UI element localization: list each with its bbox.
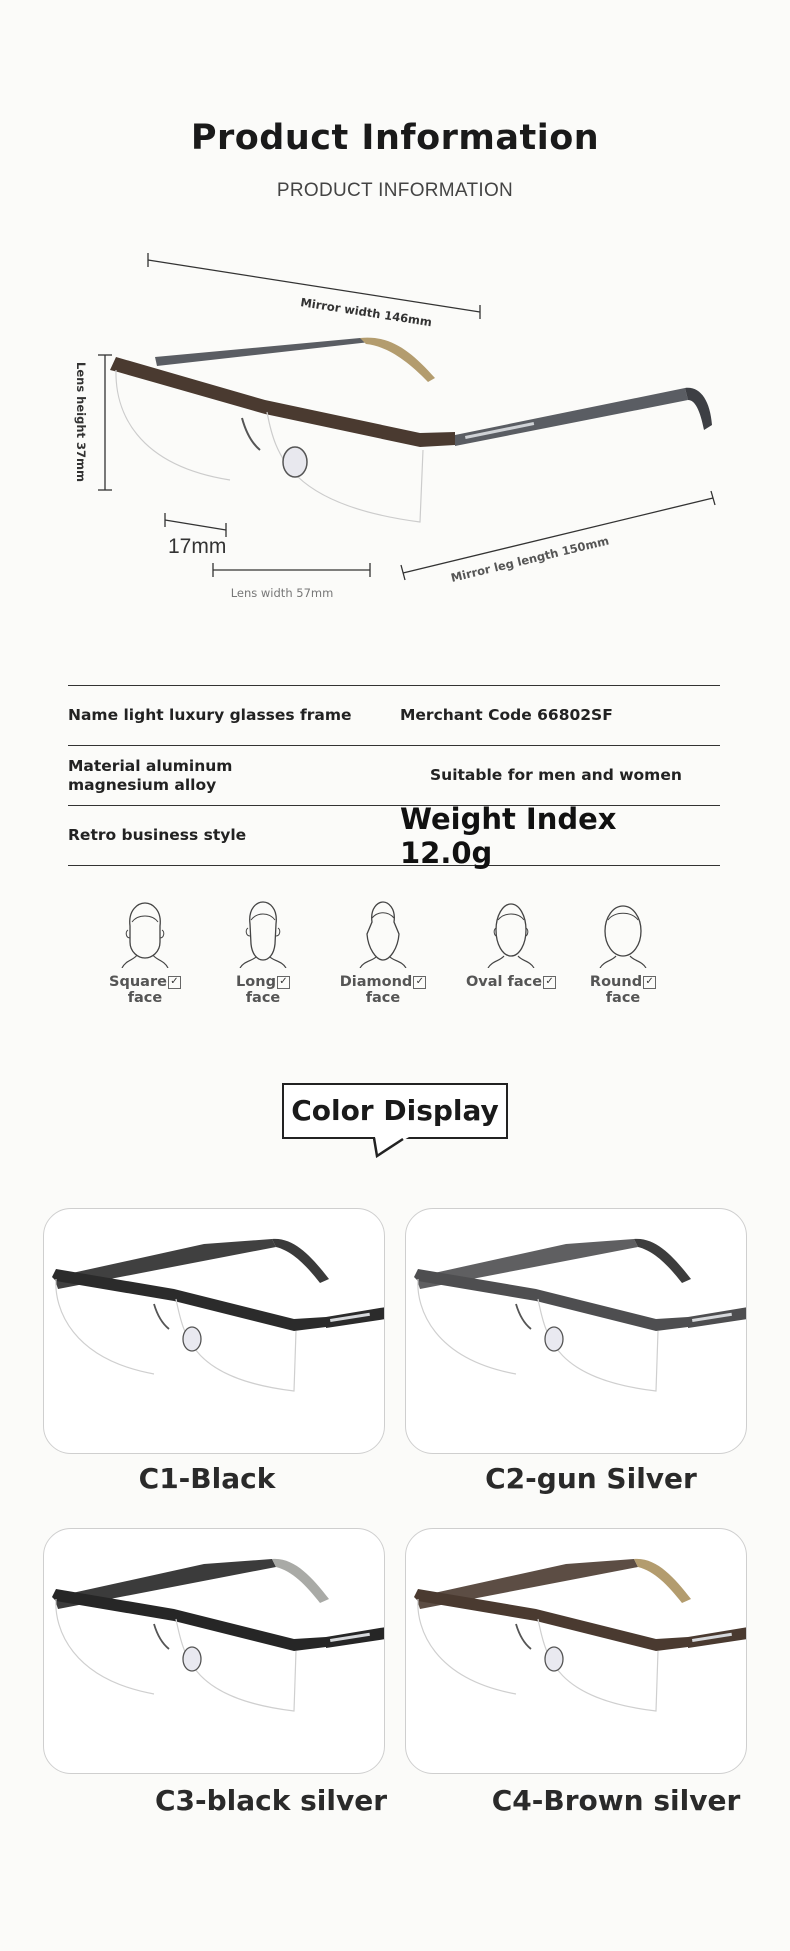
square-face-icon <box>120 900 170 968</box>
leg-length-label: Mirror leg length 150mm <box>449 533 611 585</box>
color-card-c1[interactable] <box>43 1208 385 1454</box>
checkbox-icon: ✓ <box>543 976 556 989</box>
face-shape-list <box>90 900 710 1020</box>
face-label: Long ✓ face <box>236 974 290 1006</box>
spec-row <box>68 745 720 805</box>
face-shape-round <box>568 900 678 1006</box>
lens-height-label: Lens height 37mm <box>74 362 88 482</box>
face-label: Square ✓ face <box>109 974 181 1006</box>
page-title: Product Information <box>190 118 600 158</box>
glasses-photo-c3 <box>44 1529 385 1774</box>
face-label: Oval face ✓ <box>466 974 556 990</box>
oval-face-icon <box>486 900 536 968</box>
lens-width-label: Lens width 57mm <box>230 586 334 600</box>
face-shape-long <box>208 900 318 1006</box>
face-shape-square <box>90 900 200 1006</box>
checkbox-icon: ✓ <box>277 976 290 989</box>
spec-style: Retro business style <box>68 826 247 844</box>
spec-row <box>68 801 720 870</box>
spec-name: Name light luxury glasses frame <box>68 706 352 724</box>
bridge-label: 17mm <box>168 535 227 558</box>
checkbox-icon: ✓ <box>413 976 426 989</box>
diamond-face-icon <box>358 900 408 968</box>
glasses-photo-c4 <box>406 1529 747 1774</box>
face-label: Round ✓ face <box>590 974 656 1006</box>
color-card-c3[interactable] <box>43 1528 385 1774</box>
checkbox-icon: ✓ <box>168 976 181 989</box>
color-label-c3: C3-black silver <box>154 1784 388 1817</box>
color-card-c4[interactable] <box>405 1528 747 1774</box>
spec-merchant-code: Merchant Code 66802SF <box>400 706 613 724</box>
checkbox-icon: ✓ <box>643 976 656 989</box>
spec-table <box>68 685 720 870</box>
spec-row <box>68 685 720 745</box>
face-shape-oval <box>456 900 566 990</box>
round-face-icon <box>598 900 648 968</box>
face-shape-diamond <box>328 900 438 1006</box>
spec-suitable: Suitable for men and women <box>430 766 682 784</box>
color-label-c1: C1-Black <box>138 1462 276 1495</box>
long-face-icon <box>238 900 288 968</box>
spec-weight: Weight Index 12.0g <box>400 801 617 870</box>
glasses-photo-c2 <box>406 1209 747 1454</box>
color-label-c4: C4-Brown silver <box>491 1784 741 1817</box>
speech-tail-icon <box>373 1136 413 1158</box>
glasses-dimension-diagram <box>60 240 740 610</box>
face-label: Diamond ✓ face <box>340 974 427 1006</box>
color-card-c2[interactable] <box>405 1208 747 1454</box>
mirror-width-label: Mirror width 146mm <box>299 295 433 330</box>
color-label-c2: C2-gun Silver <box>485 1462 697 1495</box>
glasses-photo-c1 <box>44 1209 385 1454</box>
color-display-heading: Color Display <box>282 1083 508 1139</box>
page-subtitle: PRODUCT INFORMATION <box>276 180 514 201</box>
spec-material: Material aluminum magnesium alloy <box>68 756 233 794</box>
